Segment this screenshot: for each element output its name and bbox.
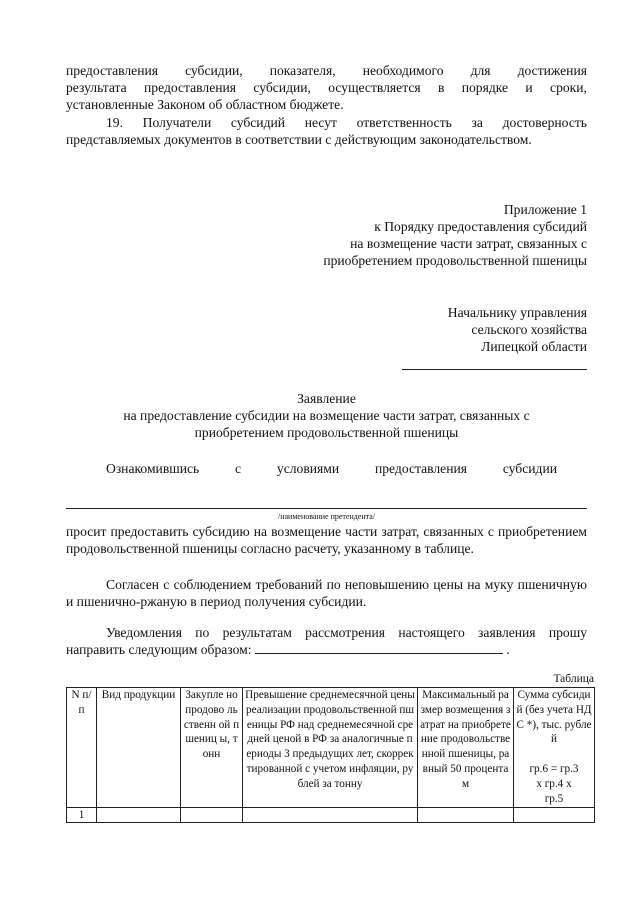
cell-max-reimbursement[interactable] bbox=[418, 807, 514, 823]
word: предоставления bbox=[374, 461, 467, 476]
word: условиями bbox=[276, 461, 340, 476]
application-title-block bbox=[66, 390, 587, 441]
word: в bbox=[437, 80, 445, 95]
subsidy-formula-line-1: гр.6 = гр.3 bbox=[529, 763, 579, 776]
addressee-line-1: Начальнику управления bbox=[447, 305, 587, 320]
table-label: Таблица bbox=[553, 673, 594, 685]
appendix-line-4: приобретением продовольственной пшеницы bbox=[323, 253, 587, 268]
word: с bbox=[235, 461, 242, 476]
top-paragraph bbox=[66, 62, 587, 113]
table-row bbox=[67, 807, 595, 823]
header-subsidy-sum bbox=[514, 688, 595, 808]
cell-subsidy-sum[interactable] bbox=[514, 807, 595, 823]
cell-product-type[interactable] bbox=[97, 807, 181, 823]
header-product-type: Вид продукции bbox=[97, 688, 181, 808]
appendix-line-1: Приложение 1 bbox=[503, 202, 587, 217]
word: показателя, bbox=[269, 63, 336, 78]
application-subtitle-line-1: на предоставление субсидии на возмещение части затрат, связанных с bbox=[123, 408, 530, 423]
subsidy-sum-label: Сумма субсидий (без учета НДС *), тыс. рублей bbox=[516, 689, 592, 746]
word: Ознакомившись bbox=[106, 461, 200, 476]
word: необходимого bbox=[362, 63, 444, 78]
table-header-row bbox=[67, 688, 595, 808]
top-paragraph-line-1 bbox=[66, 62, 587, 79]
word: сроки, bbox=[550, 80, 587, 95]
word: предоставления bbox=[66, 63, 159, 78]
cell-price-excess[interactable] bbox=[243, 807, 418, 823]
appendix-header bbox=[66, 201, 587, 269]
appendix-line-3: на возмещение части затрат, связанных с bbox=[350, 236, 587, 251]
word: предоставления bbox=[144, 80, 237, 95]
header-max-reimbursement: Максимальный размер возмещения затрат на приобретение продовольстве нной пшеницы, равный 50 процентам bbox=[418, 688, 514, 808]
word: результата bbox=[66, 80, 127, 95]
agree-paragraph: Согласен с соблюдением требований по неповышению цены на муку пшеничную и пшенично-ржаную в период получения субсидии. bbox=[66, 577, 587, 609]
subsidy-formula-line-3: гр.5 bbox=[544, 792, 564, 805]
applicant-caption: /наименование претендента/ bbox=[278, 512, 375, 521]
applicant-name-line[interactable] bbox=[66, 508, 587, 509]
application-title: Заявление bbox=[297, 391, 356, 406]
word: субсидии, bbox=[185, 63, 243, 78]
header-number: N п/п bbox=[67, 688, 97, 808]
appendix-line-2: к Порядку предоставления субсидий bbox=[374, 219, 587, 234]
word: и bbox=[525, 80, 533, 95]
application-subtitle-line-2: приобретением продовольственной пшеницы bbox=[194, 425, 459, 440]
paragraph-19: 19. Получатели субсидий несут ответственность за достоверность представляемых документов в соответствии с действующим законодательством. bbox=[66, 115, 587, 147]
acquainted-line bbox=[66, 460, 587, 477]
subsidy-formula-line-2: х гр.4 х bbox=[536, 777, 572, 790]
header-price-excess: Превышение среднемесячной цены реализации продовольственной пшеницы РФ над среднемесячной средней ценой в РФ за аналогичные периоды 3 предыдущих лет, скорректированной с учетом инфляции, рублей за тонну bbox=[243, 688, 418, 808]
top-paragraph-line-3: установленные Законом об областном бюджете. bbox=[66, 97, 344, 112]
addressee-line-2: сельского хозяйства bbox=[471, 322, 587, 337]
addressee-line-3: Липецкой области bbox=[481, 339, 587, 354]
addressee-block bbox=[66, 304, 587, 355]
word: осуществляется bbox=[328, 80, 421, 95]
addressee-signature-line[interactable] bbox=[402, 369, 587, 370]
notification-tail: . bbox=[506, 642, 510, 657]
word: порядке bbox=[461, 80, 509, 95]
word: субсидии, bbox=[253, 80, 311, 95]
word: достижения bbox=[517, 63, 587, 78]
top-paragraph-line-2 bbox=[66, 79, 587, 96]
word: для bbox=[470, 63, 491, 78]
word: субсидии bbox=[502, 461, 557, 476]
notification-text: Уведомления по результатам рассмотрения настоящего заявления прошу направить следующим образом: bbox=[66, 625, 587, 657]
cell-number: 1 bbox=[67, 807, 97, 823]
request-paragraph: просит предоставить субсидию на возмещение части затрат, связанных с приобретением продовольственной пшеницы согласно расчету, указанному в таблице. bbox=[66, 524, 587, 556]
notification-paragraph bbox=[66, 624, 587, 658]
notification-method-field[interactable] bbox=[255, 641, 503, 654]
cell-purchased-tons[interactable] bbox=[181, 807, 243, 823]
subsidy-table bbox=[66, 687, 595, 823]
header-purchased-tons: Закупле но продово льственн ой пшениц ы, тонн bbox=[181, 688, 243, 808]
